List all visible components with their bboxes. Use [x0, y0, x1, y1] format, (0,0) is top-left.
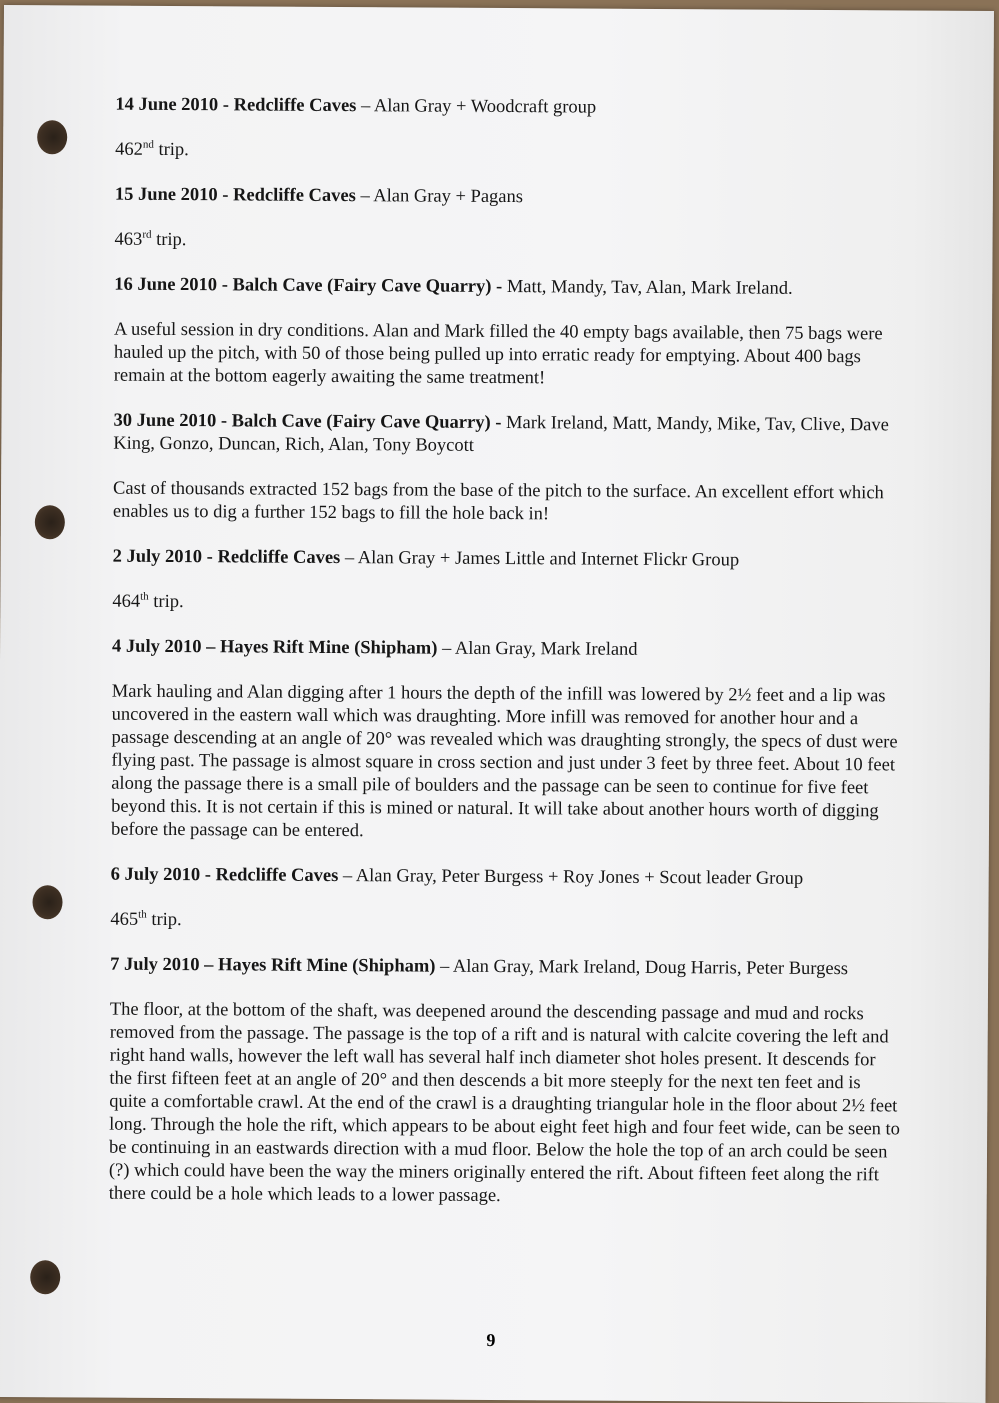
- entry-location: Balch Cave (Fairy Cave Quarry): [231, 411, 491, 433]
- document-page: [0, 5, 994, 1403]
- log-entry-heading: 4 July 2010 – Hayes Rift Mine (Shipham) – Alan Gray, Mark Ireland: [112, 636, 638, 660]
- entry-location: Hayes Rift Mine (Shipham): [219, 637, 438, 659]
- trip-count: 463rd trip.: [114, 228, 187, 251]
- entry-separator: –: [435, 956, 454, 977]
- entry-location: Redcliffe Caves: [233, 185, 356, 207]
- entry-people: Mark Ireland, Matt, Mandy, Mike, Tav, Clive, Dave King, Gonzo, Duncan, Rich, Alan, Tony Boycott: [113, 413, 889, 456]
- entry-location: Hayes Rift Mine (Shipham): [218, 955, 436, 977]
- trip-count: 462nd trip.: [115, 138, 189, 161]
- log-entry-heading: 30 June 2010 - Balch Cave (Fairy Cave Quarry) - Mark Ireland, Matt, Mandy, Mike, Tav, Clive, Dave King, Gonzo, Duncan, Rich, Alan, Tony Boycott: [113, 410, 889, 456]
- page-number: 9: [486, 1329, 496, 1351]
- log-entry-heading: 7 July 2010 – Hayes Rift Mine (Shipham) – Alan Gray, Mark Ireland, Doug Harris, Peter Burgess: [110, 954, 849, 980]
- log-entry-heading: 2 July 2010 - Redcliffe Caves – Alan Gray + James Little and Internet Flickr Group: [112, 546, 740, 571]
- entry-date: 30 June 2010: [113, 410, 217, 432]
- entry-date: 4 July 2010: [112, 636, 202, 658]
- log-content: [109, 94, 908, 1233]
- entry-people: Alan Gray + Pagans: [373, 186, 524, 208]
- entry-separator: –: [338, 866, 356, 887]
- entry-date: 2 July 2010: [112, 546, 203, 568]
- entry-location: Redcliffe Caves: [217, 547, 341, 569]
- entry-people: Alan Gray + Woodcraft group: [373, 96, 597, 118]
- entry-date: 7 July 2010: [110, 954, 200, 976]
- entry-separator: -: [491, 276, 507, 298]
- punch-hole: [30, 1260, 60, 1294]
- entry-description: A useful session in dry conditions. Alan and Mark filled the 40 empty bags available, then 75 bags were hauled up the pitch, with 50 of those being pulled up into erratic ready for emptying. About 400 bags remain at the bottom eagerly awaiting the same treatment!: [113, 319, 883, 389]
- entry-separator: –: [340, 548, 358, 569]
- entry-location: Redcliffe Caves: [215, 865, 339, 887]
- entry-people: Alan Gray, Mark Ireland: [454, 638, 638, 660]
- log-entry-heading: 6 July 2010 - Redcliffe Caves – Alan Gray, Peter Burgess + Roy Jones + Scout leader Group: [110, 864, 804, 889]
- log-entry-heading: 16 June 2010 - Balch Cave (Fairy Cave Quarry) - Matt, Mandy, Tav, Alan, Mark Ireland.: [114, 274, 793, 299]
- punch-hole: [37, 120, 67, 154]
- entry-description: Cast of thousands extracted 152 bags from the base of the pitch to the surface. An excellent effort which enables us to dig a further 152 bags to fill the hole back in!: [112, 478, 884, 525]
- entry-separator: -: [490, 412, 507, 434]
- entry-people: Alan Gray, Peter Burgess + Roy Jones + Scout leader Group: [355, 866, 804, 889]
- entry-separator: –: [356, 96, 374, 117]
- trip-count: 465th trip.: [110, 908, 182, 931]
- entry-location: Redcliffe Caves: [233, 95, 357, 117]
- entry-people: Matt, Mandy, Tav, Alan, Mark Ireland.: [506, 277, 793, 299]
- entry-description: Mark hauling and Alan digging after 1 hours the depth of the infill was lowered by 2½ feet and a lip was uncovered in the eastern wall which was draughting. More infill was removed for another hour and a passage descending at an angle of 20° was revealed which was draughting strongly, the specs of dust were flying past. The passage is almost square in cross section and just under 3 feet by three feet. About 10 feet along the passage there is a small pile of boulders and the passage can be seen to continue for five feet beyond this. It is not certain if this is mined or natural. It will take about another hours worth of digging before the passage can be entered.: [110, 681, 898, 842]
- entry-date: 15 June 2010: [114, 184, 218, 206]
- entry-separator: –: [355, 186, 374, 207]
- punch-hole: [35, 505, 65, 539]
- punch-hole: [32, 885, 62, 919]
- entry-description: The floor, at the bottom of the shaft, was deepened around the descending passage and mud and rocks removed from the passage. The passage is the top of a rift and is natural with calcite covering the left and right hand walls, however the left wall has several half inch diameter shot holes present. It descends for the first fifteen feet at an angle of 20° and then descends a bit more steeply for the next ten feet and is quite a comfortable crawl. At the end of the crawl is a draughting triangular hole in the floor about 2½ feet long. Through the hole the rift, which appears to be about eight feet high and four feet wide, can be seen to be continuing in an eastwards direction with a mud floor. Below the hole the top of an arch could be seen (?) which could have been the way the miners originally entered the rift. About fifteen feet along the rift there could be a hole which leads to a lower passage.: [108, 999, 901, 1207]
- entry-date: 16 June 2010: [114, 274, 218, 296]
- entry-date: 14 June 2010: [115, 94, 219, 116]
- log-entry-heading: 14 June 2010 - Redcliffe Caves – Alan Gray + Woodcraft group: [115, 94, 597, 118]
- trip-count: 464th trip.: [112, 590, 184, 613]
- entry-people: Alan Gray + James Little and Internet Flickr Group: [357, 548, 740, 571]
- log-entry-heading: 15 June 2010 - Redcliffe Caves – Alan Gray + Pagans: [114, 184, 524, 208]
- entry-location: Balch Cave (Fairy Cave Quarry): [232, 275, 492, 297]
- entry-date: 6 July 2010: [110, 864, 201, 886]
- entry-people: Alan Gray, Mark Ireland, Doug Harris, Peter Burgess: [452, 956, 849, 980]
- entry-separator: –: [437, 638, 455, 659]
